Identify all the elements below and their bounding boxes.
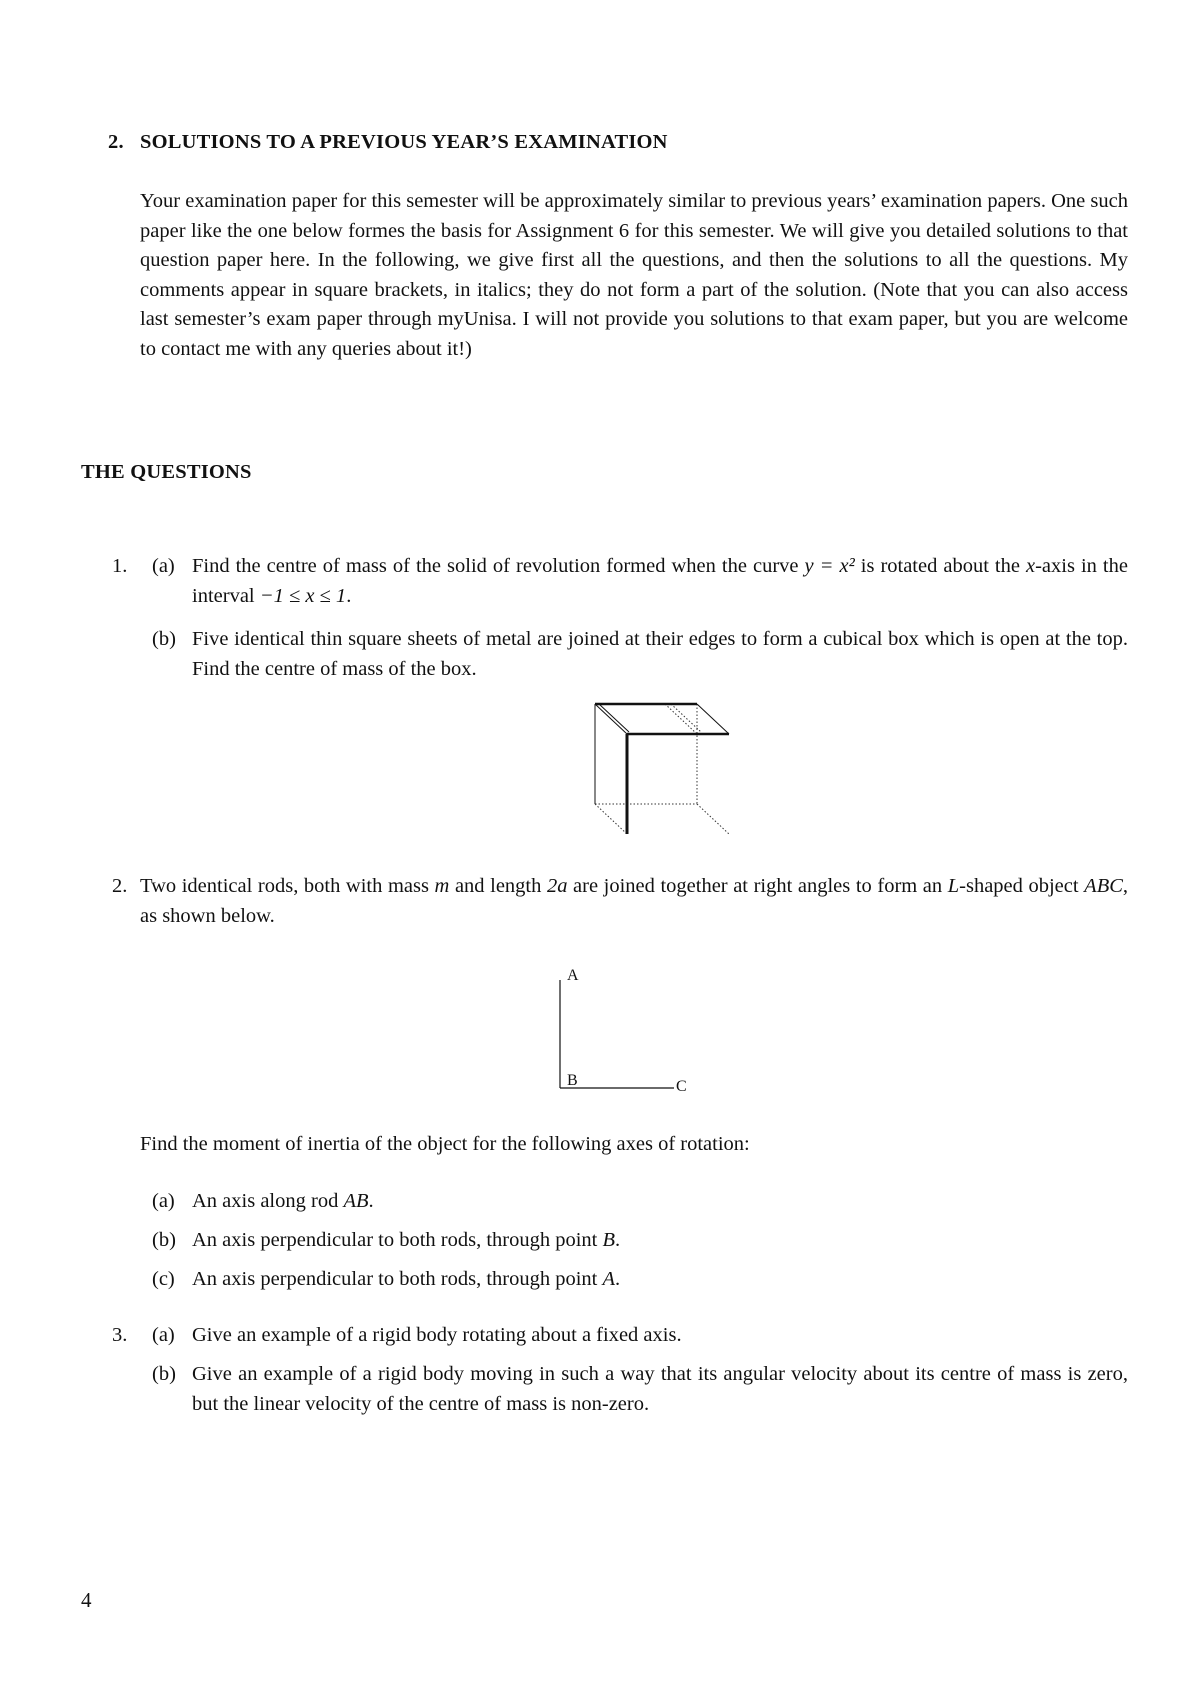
question-3a-label: (a) bbox=[152, 1324, 175, 1346]
question-1b-label: (b) bbox=[152, 628, 176, 650]
question-1b-text: Five identical thin square sheets of metal are joined at their edges to form a cubical box which is open at the top. Find the centre of mass of the box. bbox=[192, 628, 1128, 680]
l-shaped-object-figure bbox=[550, 960, 700, 1100]
open-box-figure bbox=[585, 696, 735, 842]
box-visible-edges bbox=[595, 704, 729, 834]
questions-heading: THE QUESTIONS bbox=[81, 461, 252, 483]
section-title: SOLUTIONS TO A PREVIOUS YEAR’S EXAMINATION bbox=[140, 131, 668, 153]
question-2-text: Two identical rods, both with mass m and length 2a are joined together at right angles to form an L-shaped object ABC, as shown below. bbox=[140, 875, 1129, 927]
intro-paragraph: Your examination paper for this semester will be approximately similar to previous years’ examination papers. One such paper like the one below formes the basis for Assignment 6 for this semester. We will give you detailed solutions to that question paper here. In the following, we give first all the questions, and then the solutions to all the questions. My comments appear in square brackets, in italics; they do not form a part of the solution. (Note that you can also access last semester’s exam paper through myUnisa. I will not provide you solutions to that exam paper, but you are welcome to contact me with any queries about it!) bbox=[140, 190, 1128, 360]
question-2c-text: An axis perpendicular to both rods, through point A. bbox=[192, 1268, 621, 1290]
point-a-label: A bbox=[567, 967, 579, 984]
equation-curve: y = x² bbox=[804, 555, 855, 577]
question-2a-label: (a) bbox=[152, 1190, 175, 1212]
question-2-prompt: Find the moment of inertia of the object for the following axes of rotation: bbox=[140, 1133, 750, 1155]
question-1a-label: (a) bbox=[152, 555, 175, 577]
question-3b-text: Give an example of a rigid body moving in such a way that its angular velocity about its centre of mass is zero, but the linear velocity of the centre of mass is non-zero. bbox=[192, 1363, 1128, 1415]
question-1a-text: Find the centre of mass of the solid of revolution formed when the curve y = x² is rotated about the x-axis in the interval −1 ≤ x ≤ 1. bbox=[192, 555, 1128, 607]
question-3-number: 3. bbox=[112, 1324, 128, 1346]
section-number: 2. bbox=[108, 131, 124, 153]
question-2c-label: (c) bbox=[152, 1268, 175, 1290]
question-2a-text: An axis along rod AB. bbox=[192, 1190, 374, 1212]
question-2b-text: An axis perpendicular to both rods, through point B. bbox=[192, 1229, 621, 1251]
question-3a-text: Give an example of a rigid body rotating about a fixed axis. bbox=[192, 1324, 682, 1346]
question-2-number: 2. bbox=[112, 875, 128, 897]
point-b-label: B bbox=[567, 1072, 578, 1089]
equation-interval: −1 ≤ x ≤ 1 bbox=[259, 584, 347, 607]
question-1-number: 1. bbox=[112, 555, 128, 577]
point-c-label: C bbox=[676, 1078, 687, 1095]
question-2b-label: (b) bbox=[152, 1229, 176, 1251]
page-number: 4 bbox=[81, 1588, 92, 1612]
question-3b-label: (b) bbox=[152, 1363, 176, 1385]
